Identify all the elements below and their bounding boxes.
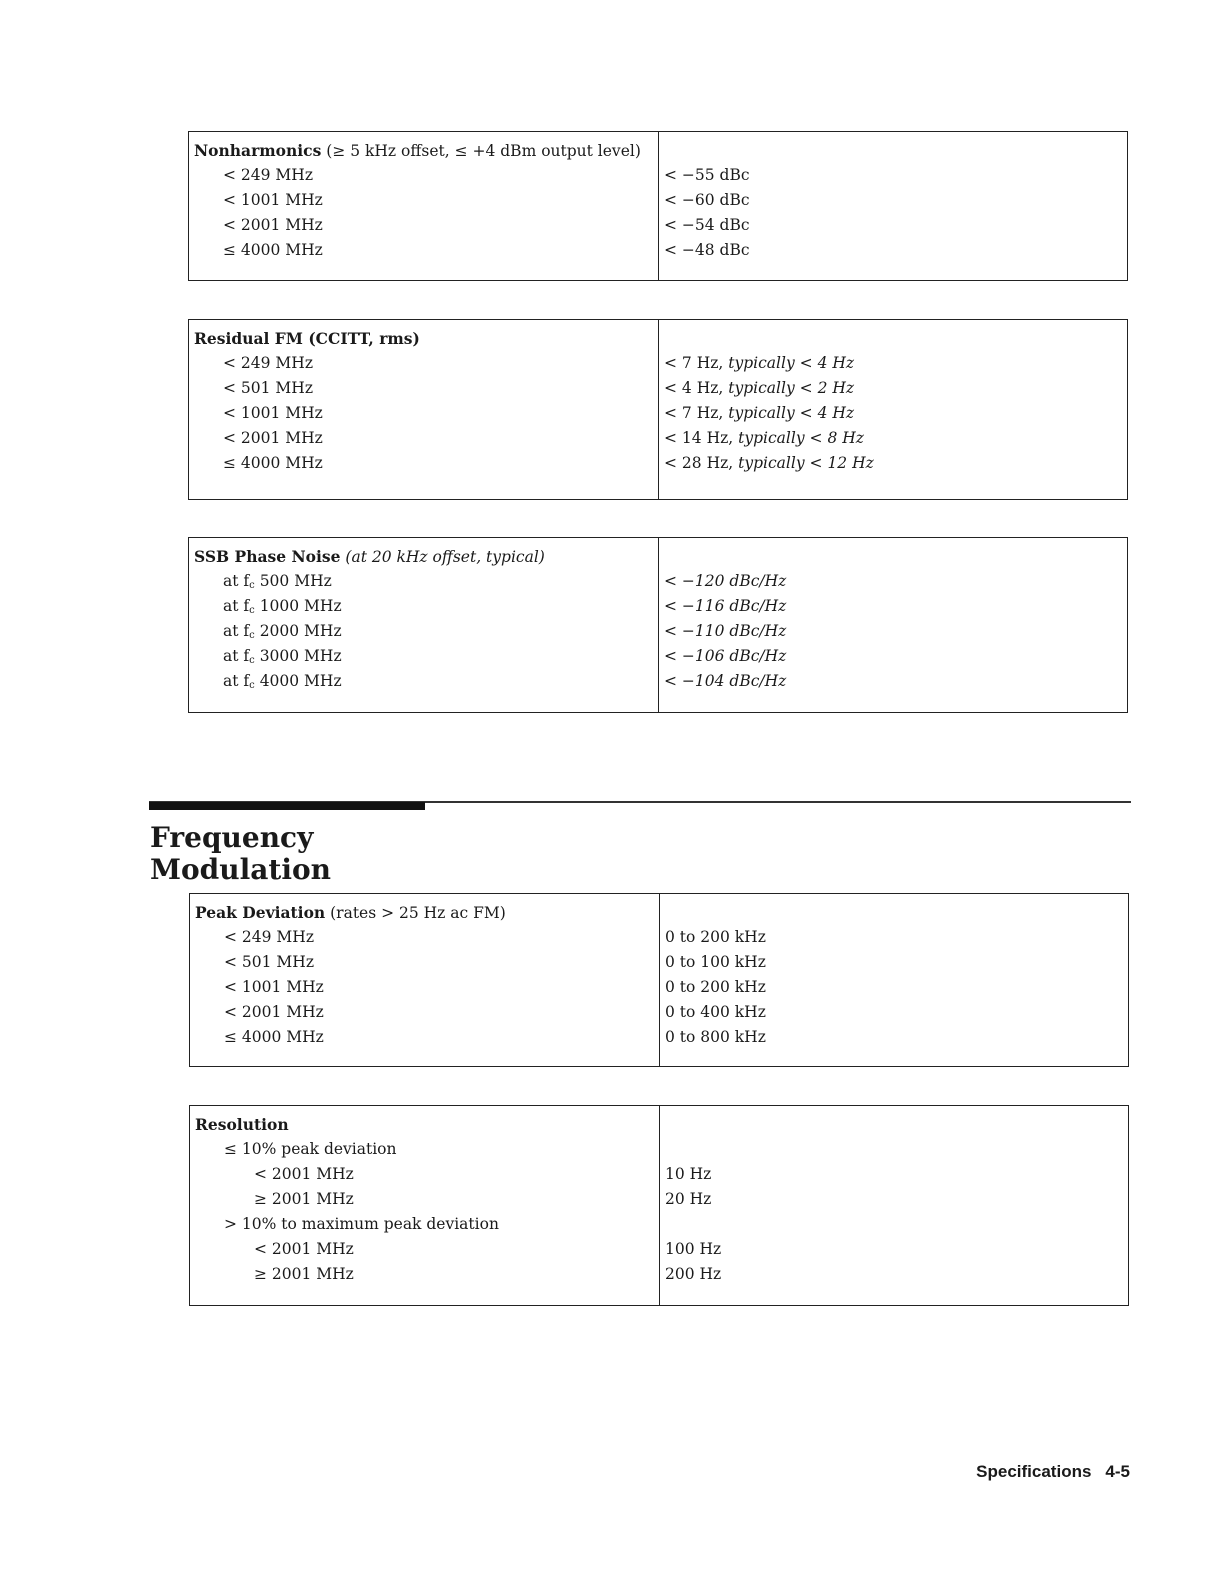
row-label: < 2001 MHz bbox=[224, 1003, 324, 1021]
page-footer bbox=[976, 1462, 1130, 1482]
table-title: Peak Deviation bbox=[195, 903, 326, 922]
row-label: < 501 MHz bbox=[224, 953, 314, 971]
row-label: at $f_c$ 3000 MHz bbox=[223, 647, 342, 666]
section-title-line2: Modulation bbox=[150, 853, 331, 886]
row-value: < 7 Hz, typically < 4 Hz bbox=[664, 354, 855, 372]
residual-fm-table bbox=[188, 319, 1128, 500]
row-label: ≤ 4000 MHz bbox=[223, 241, 323, 259]
row-label: ≤ 4000 MHz bbox=[223, 454, 323, 472]
row-value: < 7 Hz, typically < 4 Hz bbox=[664, 404, 855, 422]
peak-deviation-values bbox=[660, 894, 1128, 1066]
row-label: ≥ 2001 MHz bbox=[254, 1265, 354, 1283]
row-label: < 249 MHz bbox=[224, 928, 314, 946]
row-value: 0 to 200 kHz bbox=[665, 928, 766, 946]
residual-fm-labels bbox=[189, 320, 659, 499]
ssb-phase-noise-table bbox=[188, 537, 1128, 713]
table-title: Residual FM (CCITT, rms) bbox=[194, 329, 420, 348]
row-value: < −55 dBc bbox=[664, 166, 750, 184]
row-value: < 14 Hz, typically < 8 Hz bbox=[664, 429, 864, 447]
row-value: < −104 dBc/Hz bbox=[664, 672, 787, 690]
row-value: < −54 dBc bbox=[664, 216, 750, 234]
page-number: 4-5 bbox=[1105, 1462, 1130, 1481]
peak-deviation-table bbox=[189, 893, 1129, 1067]
row-value: < −120 dBc/Hz bbox=[664, 572, 787, 590]
row-label: < 1001 MHz bbox=[223, 191, 323, 209]
table-condition: (rates > 25 Hz ac FM) bbox=[330, 904, 506, 922]
row-value: < −106 dBc/Hz bbox=[664, 647, 787, 665]
nonharmonics-labels bbox=[189, 132, 659, 280]
row-value: 100 Hz bbox=[665, 1240, 722, 1258]
row-label: < 2001 MHz bbox=[254, 1240, 354, 1258]
row-label: at $f_c$ 500 MHz bbox=[223, 572, 332, 591]
table-title: Resolution bbox=[195, 1115, 289, 1134]
group-label: > 10% to maximum peak deviation bbox=[224, 1215, 499, 1233]
row-value: < −116 dBc/Hz bbox=[664, 597, 787, 615]
row-label: at $f_c$ 4000 MHz bbox=[223, 672, 342, 691]
row-label: < 2001 MHz bbox=[254, 1165, 354, 1183]
row-value: 0 to 800 kHz bbox=[665, 1028, 766, 1046]
footer-label: Specifications bbox=[976, 1462, 1092, 1481]
row-value: 20 Hz bbox=[665, 1190, 712, 1208]
row-label: < 249 MHz bbox=[223, 354, 313, 372]
nonharmonics-values bbox=[659, 132, 1127, 280]
row-label: < 501 MHz bbox=[223, 379, 313, 397]
row-value: 200 Hz bbox=[665, 1265, 722, 1283]
row-label: < 249 MHz bbox=[223, 166, 313, 184]
row-label: ≤ 4000 MHz bbox=[224, 1028, 324, 1046]
residual-fm-values bbox=[659, 320, 1127, 499]
row-value: 10 Hz bbox=[665, 1165, 712, 1183]
row-value: < 28 Hz, typically < 12 Hz bbox=[664, 454, 874, 472]
row-value: < −110 dBc/Hz bbox=[664, 622, 787, 640]
row-value: 0 to 400 kHz bbox=[665, 1003, 766, 1021]
resolution-values bbox=[660, 1106, 1128, 1305]
row-label: < 1001 MHz bbox=[224, 978, 324, 996]
table-condition: (≥ 5 kHz offset, ≤ +4 dBm output level) bbox=[326, 142, 641, 160]
ssb-phase-noise-values bbox=[659, 538, 1127, 712]
table-title: Nonharmonics bbox=[194, 141, 322, 160]
row-label: at $f_c$ 2000 MHz bbox=[223, 622, 342, 641]
row-value: < −60 dBc bbox=[664, 191, 750, 209]
resolution-labels bbox=[190, 1106, 660, 1305]
peak-deviation-labels bbox=[190, 894, 660, 1066]
row-label: < 2001 MHz bbox=[223, 429, 323, 447]
ssb-phase-noise-labels bbox=[189, 538, 659, 712]
table-condition: (at 20 kHz offset, typical) bbox=[345, 548, 545, 566]
row-value: < 4 Hz, typically < 2 Hz bbox=[664, 379, 855, 397]
row-label: at $f_c$ 1000 MHz bbox=[223, 597, 342, 616]
nonharmonics-table bbox=[188, 131, 1128, 281]
row-label: ≥ 2001 MHz bbox=[254, 1190, 354, 1208]
group-label: ≤ 10% peak deviation bbox=[224, 1140, 397, 1158]
row-value: 0 to 200 kHz bbox=[665, 978, 766, 996]
row-label: < 1001 MHz bbox=[223, 404, 323, 422]
row-value: < −48 dBc bbox=[664, 241, 750, 259]
section-rule-thick bbox=[149, 802, 425, 810]
row-value: 0 to 100 kHz bbox=[665, 953, 766, 971]
section-title-line1: Frequency bbox=[150, 821, 314, 854]
section-title bbox=[150, 822, 331, 886]
row-label: < 2001 MHz bbox=[223, 216, 323, 234]
table-title: SSB Phase Noise bbox=[194, 547, 341, 566]
resolution-table bbox=[189, 1105, 1129, 1306]
